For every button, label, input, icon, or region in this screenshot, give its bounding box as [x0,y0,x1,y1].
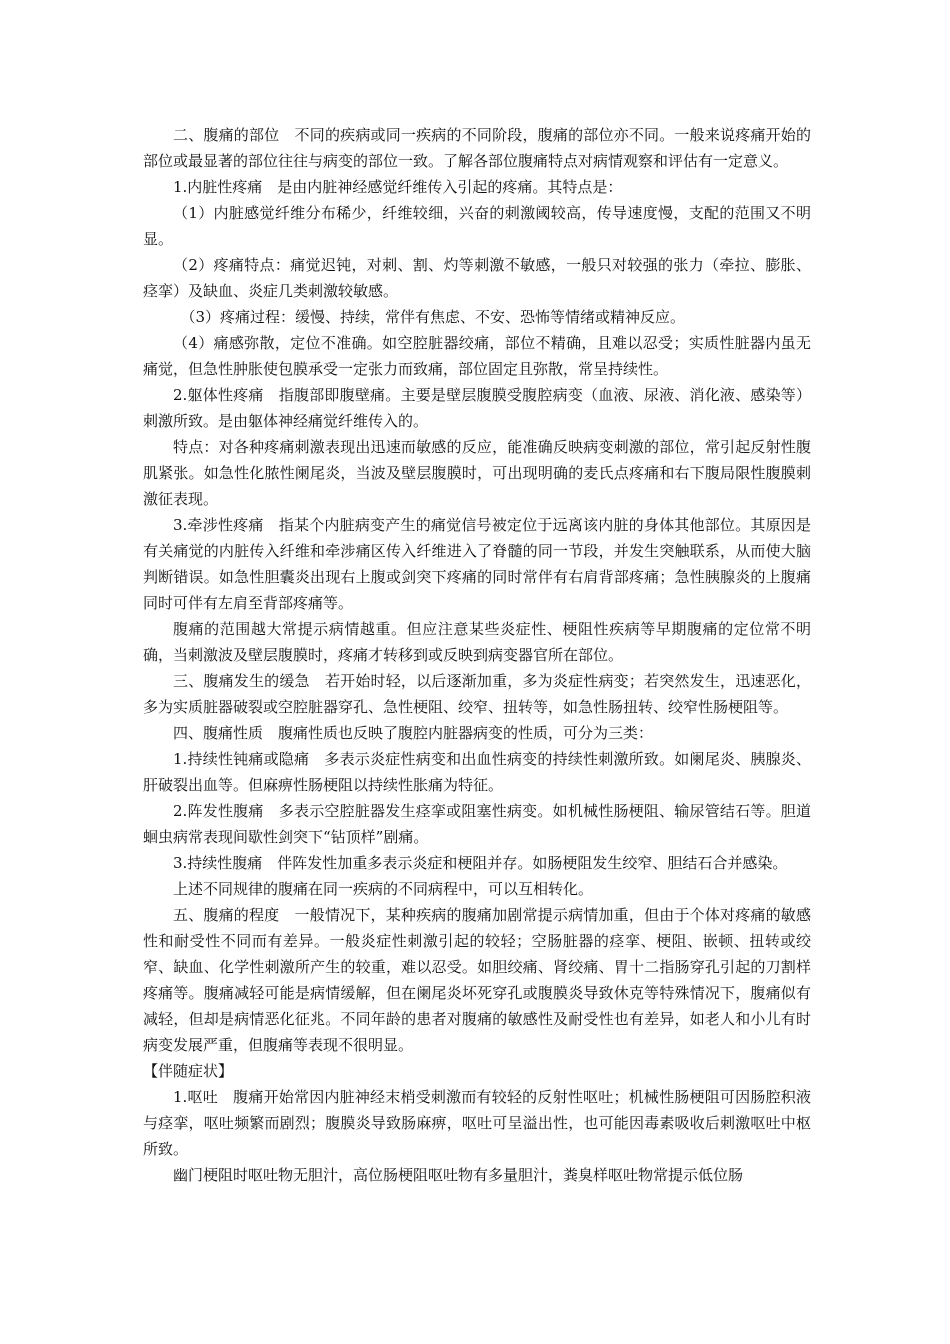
somatic-pain-features: 特点：对各种疼痛刺激表现出迅速而敏感的反应，能准确反映病变刺激的部位，常引起反射性腹肌紧张。如急性化脓性阑尾炎，当波及壁层腹膜时，可出现明确的麦氏点疼痛和右下腹局限性腹膜刺激征表现。 [143,438,811,508]
visceral-pain-item-3: （3）疼痛过程：缓慢、持续，常伴有焦虑、不安、恐怖等情绪或精神反应。 [180,308,686,326]
pain-nature-item-1: 1.持续性钝痛或隐痛 多表示炎症性病变和出血性病变的持续性刺激所致。如阑尾炎、胰腺炎、肝破裂出血等。但麻痹性肠梗阻以持续性胀痛为特征。 [143,750,811,794]
section-abdominal-pain-location: 二、腹痛的部位 不同的疾病或同一疾病的不同阶段，腹痛的部位亦不同。一般来说疼痛开始的部位或最显著的部位往往与病变的部位一致。了解各部位腹痛特点对病情观察和评估有一定意义。 [143,126,811,170]
document-page [143,122,811,1188]
pain-range-note: 腹痛的范围越大常提示病情越重。但应注意某些炎症性、梗阻性疾病等早期腹痛的定位常不明确，当刺激波及壁层腹膜时，疼痛才转移到或反映到病变器官所在部位。 [143,620,811,664]
pain-nature-item-3: 3.持续性腹痛 伴阵发性加重多表示炎症和梗阻并存。如肠梗阻发生绞窄、胆结石合并感染。 [173,854,788,872]
visceral-pain-item-1: （1）内脏感觉纤维分布稀少，纤维较细，兴奋的刺激阈较高，传导速度慢，支配的范围又不明显。 [143,204,811,248]
vomiting-item: 1.呕吐 腹痛开始常因内脏神经末梢受刺激而有较轻的反射性呕吐；机械性肠梗阻可因肠腔积液与痉挛，呕吐频繁而剧烈；腹膜炎导致肠麻痹，呕吐可呈溢出性，也可能因毒素吸收后刺激呕吐中枢所致。 [143,1088,811,1158]
visceral-pain-heading: 1.内脏性疼痛 是由内脏神经感觉纤维传入引起的疼痛。其特点是： [173,178,623,196]
visceral-pain-item-2: （2）疼痛特点：痛觉迟钝，对刺、割、灼等刺激不敏感，一般只对较强的张力（牵拉、膨胀、痉挛）及缺血、炎症几类刺激较敏感。 [143,256,811,300]
section-pain-severity: 五、腹痛的程度 一般情况下，某种疾病的腹痛加剧常提示病情加重，但由于个体对疼痛的敏感性和耐受性不同而有差异。一般炎症性刺激引起的较轻；空肠脏器的痉挛、梗阻、嵌顿、扭转或绞窄、缺血、化学性刺激所产生的较重，难以忍受。如胆绞痛、肾绞痛、胃十二指肠穿孔引起的刀割样疼痛等。腹痛减轻可能是病情缓解，但在阑尾炎坏死穿孔或腹膜炎导致休克等特殊情况下，腹痛似有减轻，但却是病情恶化征兆。不同年龄的患者对腹痛的敏感性及耐受性也有差异，如老人和小儿有时病变发展严重，但腹痛等表现不很明显。 [143,906,811,1054]
pain-nature-item-2: 2.阵发性腹痛 多表示空腔脏器发生痉挛或阻塞性病变。如机械性肠梗阻、输尿管结石等。胆道蛔虫病常表现间歇性剑突下“钻顶样”剧痛。 [143,802,811,846]
section-pain-nature: 四、腹痛性质 腹痛性质也反映了腹腔内脏器病变的性质，可分为三类： [173,724,654,742]
accompanying-symptoms-heading: 【伴随症状】 [143,1062,234,1080]
referred-pain-heading: 3.牵涉性疼痛 指某个内脏病变产生的痛觉信号被定位于远离该内脏的身体其他部位。其原因是有关痛觉的内脏传入纤维和牵涉痛区传入纤维进入了脊髓的同一节段，并发生突触联系，从而使大脑判断错误。如急性胆囊炎出现右上腹或剑突下疼痛的同时常伴有右肩背部疼痛；急性胰腺炎的上腹痛同时可伴有左肩至背部疼痛等。 [143,516,811,612]
visceral-pain-item-4: （4）痛感弥散，定位不准确。如空腔脏器绞痛，部位不精确，且难以忍受；实质性脏器内虽无痛觉，但急性肿胀使包膜承受一定张力而致痛，部位固定且弥散，常呈持续性。 [143,334,811,378]
somatic-pain-heading: 2.躯体性疼痛 指腹部即腹壁痛。主要是壁层腹膜受腹腔病变（血液、尿液、消化液、感染等）刺激所致。是由躯体神经痛觉纤维传入的。 [143,386,811,430]
vomiting-detail: 幽门梗阻时呕吐物无胆汁，高位肠梗阻呕吐物有多量胆汁，粪臭样呕吐物常提示低位肠 [173,1166,744,1184]
pain-nature-summary: 上述不同规律的腹痛在同一疾病的不同病程中，可以互相转化。 [173,880,594,898]
section-onset-speed: 三、腹痛发生的缓急 若开始时轻，以后逐渐加重，多为炎症性病变；若突然发生，迅速恶化，多为实质脏器破裂或空腔脏器穿孔、急性梗阻、绞窄、扭转等，如急性肠扭转、绞窄性肠梗阻等。 [143,672,811,716]
